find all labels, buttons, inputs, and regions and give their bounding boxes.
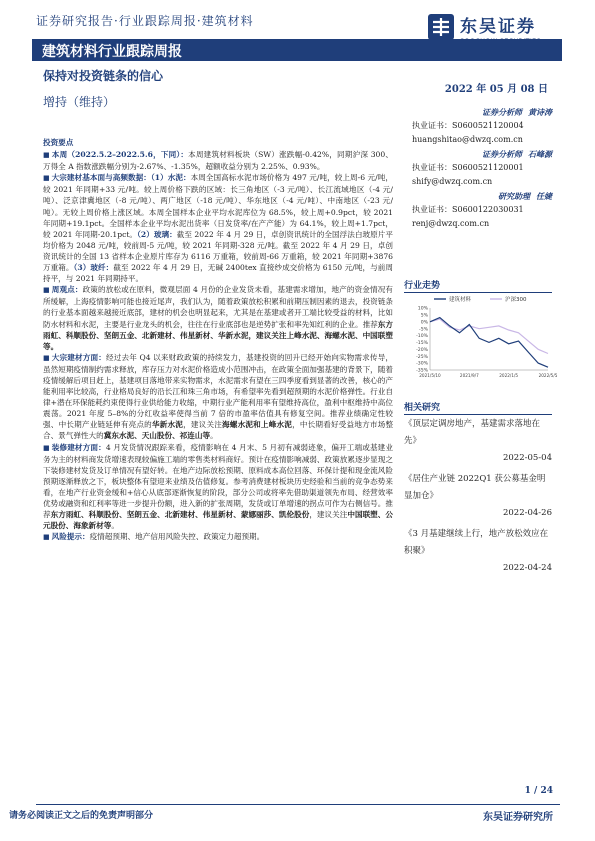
x-tick-label: 2021/5/10 — [419, 373, 441, 378]
y-tick-label: 5% — [420, 313, 428, 319]
report-subtitle: 保持对投资链条的信心 — [43, 69, 164, 83]
related-item-title[interactable]: 《顶层定调房地产，基建需求落地在先》 — [404, 419, 541, 446]
bullet-icon: ■ — [43, 151, 50, 160]
analyst-role: 研究助理 任婕 — [498, 191, 552, 201]
divider — [36, 804, 560, 805]
section-heading: 投资要点 — [43, 138, 74, 147]
y-tick-label: -5% — [419, 327, 428, 333]
analyst-email[interactable]: huangshitao@dwzq.com.cn — [412, 135, 523, 144]
related-item-title[interactable]: 《3 月基建继续上行，地产放松效应在积聚》 — [404, 529, 549, 556]
paragraph-bulk-materials: ■ 大宗建材方面：经过去年 Q4 以来财政政策的持续发力，基建投资的回升已经开始向实物需求传导，虽然短期疫情制约需求释放，库存压力对水泥价格造成小范围冲击，在政策全面加强基建的背景下，随着疫情缓解后项目赶上，基建项目落地带来实物需求，水泥需求有望在三四季度看到显著的改善，核心的产能利用率比较高，行业格局良好的沿长江和珠三角市场，有希望率先看到超预期的水泥价格弹性。行业自律+潜在环保能耗约束使得行业供给能力收缩，中期行业产能利用率有望维持高位，盈利中枢维持中高位震荡。2021 年度 5–8%的分红收益率使得当前 7 倍的市盈率估值具有修复空间。推荐业绩确定性较强、中长期产业链延伸有亮点的华新水泥，建议关注海螺水泥和上峰水泥，中长期看好受益地方市场整合、景气弹性大的冀东水泥、天山股份、祁连山等。 — [43, 352, 394, 441]
y-tick-label: -20% — [416, 347, 428, 353]
disclaimer-note: 请务必阅读正文之后的免责声明部分 — [9, 811, 154, 821]
logo-name-cn: 东吴证券 — [460, 17, 536, 37]
bullet-icon: ■ — [43, 443, 50, 452]
paragraph-fundamentals: ■ 大宗建材基本面与高频数据：（1）水泥：本周全国高标水泥市场价格为 497 元/吨，较上周-6 元/吨，较 2021 年同期+33 元/吨。较上周价格下跌的区域：长三角地区（-3 元/吨）、长江流域地区（-4 元/吨）、泛京津冀地区（-8 元/吨）、两广地区（-18 元/吨）、华东地区（-4 元/吨）、中南地区（-23 元/吨）。无较上周价格上涨区域。本周全国样本企业平均水泥库位为 68.5%，较上周+0.9pct，较 2021 年同期+19.1pct。全国样本企业平均水泥出货率（日发货率/在产产能）为 64.1%，较上周+1.7pct，较 2021 年同期-20.1pct。（2）玻璃：截至 2022 年 4 月 29 日，卓创资讯统计的全国浮法白玻原片平均价格为 2048 元/吨，较前周-5 元/吨，较 2021 年同期-328 元/吨。截至 2022 年 4 月 29 日，卓创资讯统计的全国 13 省样本企业原片库存为 6116 万重箱，较前周-66 万重箱，较 2021 年同期+3876 万重箱。（3）玻纤：截至 2022 年 4 月 29 日，无碱 2400tex 直接纱成交价格为 6150 元/吨，与前周持平，与 2021 年同期持平。 — [43, 173, 394, 284]
paragraph-risk: ■ 风险提示：疫情超预期、地产信用风险失控、政策定力超预期。 — [43, 532, 265, 542]
x-tick-label: 2022/5/5 — [538, 373, 558, 378]
related-research-list — [404, 416, 552, 581]
paragraph-weekly-view: ■ 周观点：政策的放松或在原料，微观层面 4 月份的企业发货未看，基建需求增加，地产的资金情况有所缓解，上海疫情影响可能也接近尾声，我们认为，随着政策放松积累和前期压制因素的退去，投资链条的行业基本面越来越接近底部，建材的机会也明显起来，尤其是在基建或者开工端比较受益的材料，比如防水材料和水泥，主要是行业龙头的机会，往往在行业底部也是逆势扩张和率先知红利的企业。推荐东方雨虹、科顺股份、坚朗五金、北新建材、伟星新材、华新水泥，建议关注上峰水泥、海螺水泥、中国联塑等。 — [43, 285, 393, 351]
y-tick-label: -25% — [416, 354, 428, 360]
y-tick-label: 0% — [420, 320, 428, 326]
legend-label: 建筑材料 — [449, 297, 472, 303]
report-title-bar — [32, 39, 562, 61]
related-item-date: 2022-04-26 — [502, 508, 552, 518]
analyst-role: 证券分析师 石峰源 — [482, 149, 552, 159]
x-tick-label: 2021/9/7 — [459, 373, 479, 378]
analyst-cert: 执业证书：S0600521120001 — [412, 163, 524, 172]
industry-trend-chart — [404, 294, 558, 380]
investment-highlights — [43, 137, 393, 543]
related-item-title[interactable]: 《居住产业链 2022Q1 获公募基金明显加仓》 — [404, 474, 546, 501]
analyst-email[interactable]: renj@dwzq.com.cn — [412, 219, 490, 228]
divider — [404, 414, 552, 415]
report-date: 2022 年 05 月 08 日 — [444, 84, 548, 95]
y-tick-label: -35% — [416, 368, 428, 374]
related-item-date: 2022-04-24 — [502, 563, 552, 573]
related-item-date: 2022-05-04 — [502, 453, 552, 463]
report-category: 证券研究报告·行业跟踪周报·建筑材料 — [36, 14, 254, 28]
divider — [404, 292, 552, 293]
y-tick-label: 10% — [417, 306, 428, 312]
analyst-cert: 执业证书：S0600122030031 — [412, 205, 524, 214]
analyst-role: 证券分析师 黄诗涛 — [482, 107, 552, 117]
paragraph-decoration-materials: ■ 装修建材方面：4 月发货情况跟踪来看，疫情影响在 4 月末、5 月初有减弱迹象，偏开工端或基建业务为主的材料商发货增速表现较偏施工端的零售类材料商好。预计在疫情影响减弱、政策放累逐步显现之下装修建材发货及订单情况有望好转。在地产边际放松预期、原料成本高位回落、环保计提和现金流风险预期逐渐释放之下，板块整体有望迎来业绩及估值修复。参考消费建材板块历史经验和当前的竞争态势来看，在地产行业资金缓和+信心从底部逐渐恢复的阶段，部分公司或将率先借助渠道领先布局、经营效率优势或融资和红利率等进一步提升份额，进入新的扩张周期，发货或订单增速的拐点可作为右侧信号。推荐东方雨虹、科顺股份、坚朗五金、北新建材、伟星新材、蒙娜丽莎、凯伦股份，建议关注中国联塑、公元股份、海象新材等。 — [43, 442, 393, 531]
firm-name: 东吴证券研究所 — [483, 812, 553, 823]
analyst-email[interactable]: shify@dwzq.com.cn — [412, 177, 493, 186]
y-tick-label: -30% — [416, 361, 428, 367]
report-title: 建筑材料行业跟踪周报 — [42, 44, 182, 60]
legend-label: 沪深300 — [505, 297, 527, 303]
analyst-cert: 执业证书：S0600521120004 — [412, 121, 524, 130]
y-tick-label: -15% — [416, 341, 428, 347]
bullet-icon: ■ — [43, 174, 50, 183]
y-tick-label: -10% — [416, 334, 428, 340]
bullet-icon: ■ — [43, 353, 50, 362]
trend-title: 行业走势 — [404, 281, 441, 291]
analyst-panel — [412, 105, 552, 231]
x-tick-label: 2022/1/5 — [499, 373, 519, 378]
page-number: 1 / 24 — [524, 786, 553, 796]
bullet-icon: ■ — [43, 286, 50, 295]
bullet-icon: ■ — [43, 533, 50, 542]
rating-badge: 增持（维持） — [43, 95, 116, 109]
related-title: 相关研究 — [404, 403, 441, 413]
paragraph-weekly: ■ 本周（2022.5.2–2022.5.6，下同）：本周建筑材料板块（SW）涨跌幅-0.42%，同期沪深 300、万得全 A 指数涨跌幅分别为-2.67%、-1.35%，超额收益分别为 2.25%、0.93%。 — [43, 150, 393, 172]
